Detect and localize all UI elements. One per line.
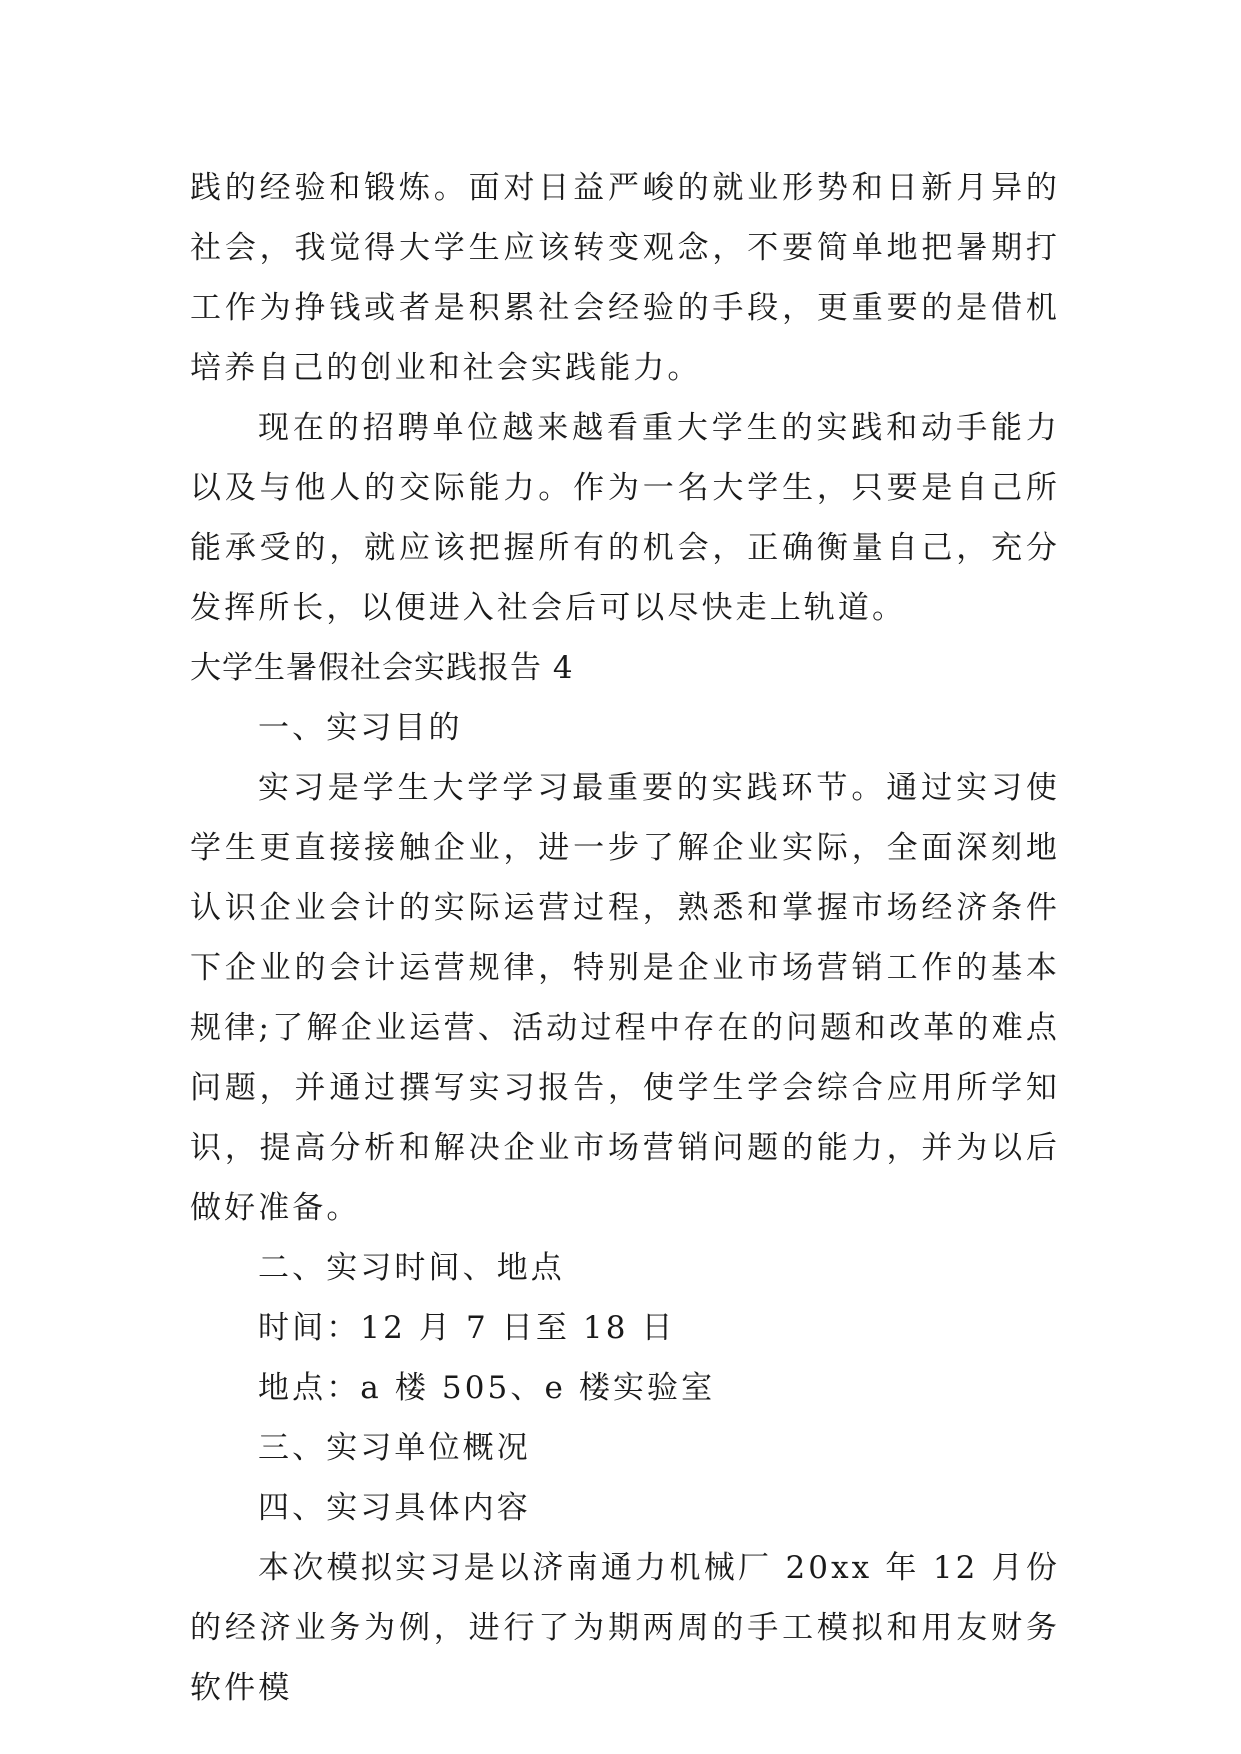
report-title: 大学生暑假社会实践报告 4 bbox=[190, 650, 574, 686]
paragraph-content: 本次模拟实习是以济南通力机械厂 20xx 年 12 月份的经济业务为例，进行了为期两周的手工模拟和用友财务软件模 bbox=[190, 1550, 1060, 1706]
section-heading-unit-overview: 三、实习单位概况 bbox=[258, 1430, 531, 1466]
line-place: 地点：a 楼 505、e 楼实验室 bbox=[258, 1370, 716, 1406]
line-time: 时间：12 月 7 日至 18 日 bbox=[258, 1310, 676, 1346]
paragraph-recruitment: 现在的招聘单位越来越看重大学生的实践和动手能力以及与他人的交际能力。作为一名大学生，只要是自己所能承受的，就应该把握所有的机会，正确衡量自己，充分发挥所长，以便进入社会后可以尽快走上轨道。 bbox=[190, 410, 1060, 626]
section-heading-content: 四、实习具体内容 bbox=[258, 1490, 531, 1526]
paragraph-purpose: 实习是学生大学学习最重要的实践环节。通过实习使学生更直接接触企业，进一步了解企业实际，全面深刻地认识企业会计的实际运营过程，熟悉和掌握市场经济条件下企业的会计运营规律，特别是企业市场营销工作的基本规律;了解企业运营、活动过程中存在的问题和改革的难点问题，并通过撰写实习报告，使学生学会综合应用所学知识，提高分析和解决企业市场营销问题的能力，并为以后做好准备。 bbox=[190, 770, 1060, 1226]
section-heading-purpose: 一、实习目的 bbox=[258, 710, 463, 746]
section-heading-time-place: 二、实习时间、地点 bbox=[258, 1250, 565, 1286]
document-body bbox=[190, 158, 1060, 1718]
paragraph-continuation: 践的经验和锻炼。面对日益严峻的就业形势和日新月异的社会，我觉得大学生应该转变观念，不要简单地把暑期打工作为挣钱或者是积累社会经验的手段，更重要的是借机培养自己的创业和社会实践能力。 bbox=[190, 170, 1060, 386]
